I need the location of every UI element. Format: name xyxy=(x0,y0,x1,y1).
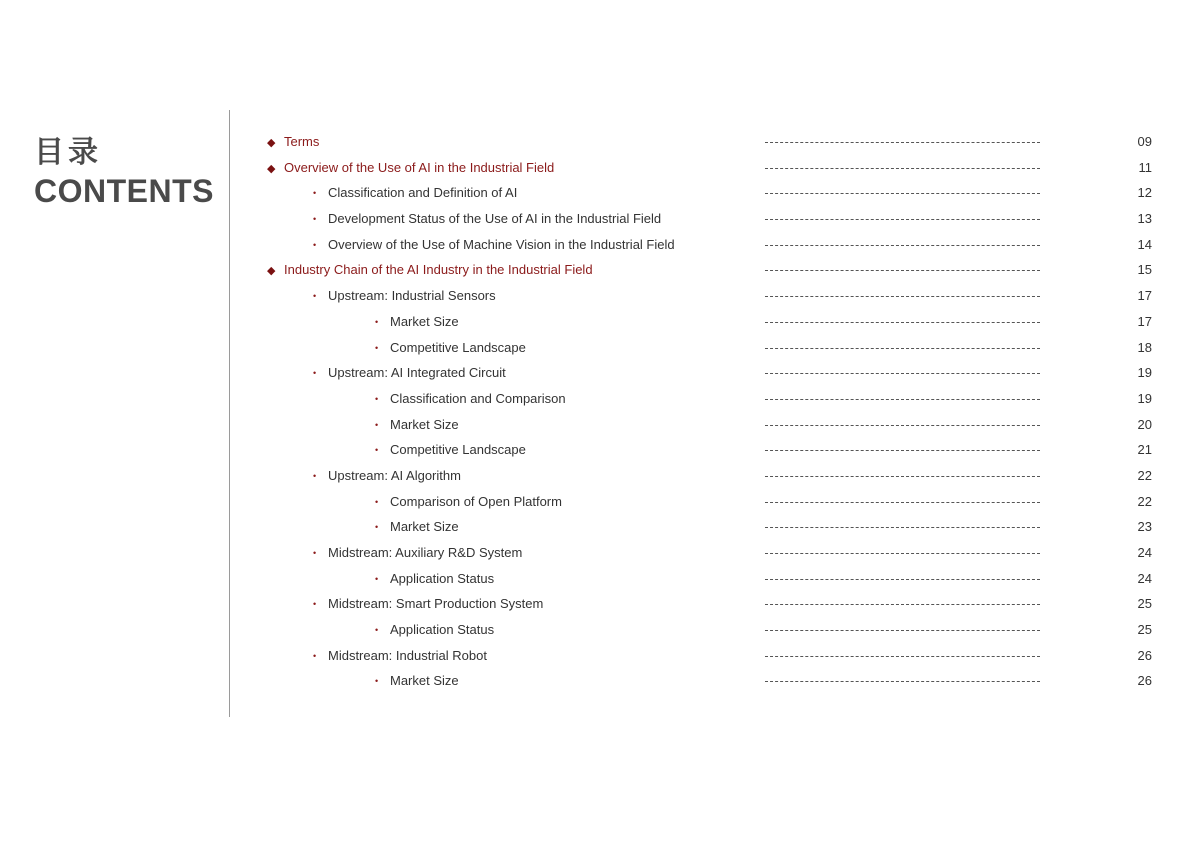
toc-entry-title: Upstream: AI Algorithm xyxy=(328,467,461,483)
toc-page-number: 19 xyxy=(1137,365,1152,381)
toc-subsubsection-row[interactable] xyxy=(0,668,1200,694)
toc-entry-title: Industry Chain of the AI Industry in the Industrial Field xyxy=(284,262,593,278)
dot-bullet-icon: • xyxy=(313,470,317,481)
toc-entry-label-wrap xyxy=(313,540,522,567)
dot-bullet-icon: • xyxy=(375,522,379,533)
dot-leader xyxy=(765,502,1040,503)
toc-entry-label-wrap xyxy=(313,463,461,490)
toc-entry-label-wrap xyxy=(375,386,566,413)
toc-subsubsection-row[interactable] xyxy=(0,566,1200,592)
toc-entry-label-wrap xyxy=(313,283,496,310)
toc-page-number: 17 xyxy=(1137,288,1152,304)
toc-entry-title: Market Size xyxy=(390,313,459,329)
toc-entry-label-wrap xyxy=(375,309,459,336)
toc-entry-label-wrap xyxy=(375,335,526,362)
toc-subsubsection-row[interactable] xyxy=(0,309,1200,335)
toc-page-number: 11 xyxy=(1138,159,1152,175)
toc-page-number: 09 xyxy=(1137,134,1152,149)
dot-bullet-icon: • xyxy=(375,419,379,430)
toc-subsubsection-row[interactable] xyxy=(0,514,1200,540)
dot-bullet-icon: • xyxy=(313,239,317,250)
toc-page-number: 15 xyxy=(1137,262,1152,278)
toc-subsection-row[interactable] xyxy=(0,463,1200,489)
toc-page-number: 12 xyxy=(1137,185,1152,201)
toc-subsection-row[interactable] xyxy=(0,283,1200,309)
toc-page-number: 26 xyxy=(1137,647,1152,663)
toc-entry-label-wrap xyxy=(313,360,506,387)
toc-entry-title: Classification and Comparison xyxy=(390,390,566,406)
dot-leader xyxy=(765,348,1040,349)
toc-entry-label-wrap xyxy=(313,232,675,259)
dot-leader xyxy=(765,142,1040,143)
toc-page-number: 22 xyxy=(1137,493,1152,509)
toc-page-number: 24 xyxy=(1137,545,1152,560)
toc-page-number: 25 xyxy=(1137,622,1152,638)
dot-leader xyxy=(765,270,1040,271)
dot-bullet-icon: • xyxy=(375,316,379,327)
toc-page-number: 14 xyxy=(1137,236,1152,252)
dot-leader xyxy=(765,425,1040,426)
toc-entry-title: Overview of the Use of AI in the Industrial Field xyxy=(284,159,555,175)
dot-bullet-icon: • xyxy=(375,393,379,404)
dot-leader xyxy=(765,373,1040,374)
toc-subsubsection-row[interactable] xyxy=(0,386,1200,412)
dot-leader xyxy=(765,322,1040,323)
dot-bullet-icon: • xyxy=(375,625,379,636)
toc-entry-label-wrap xyxy=(313,180,517,207)
dot-bullet-icon: • xyxy=(375,676,379,687)
toc-entry-label-wrap xyxy=(375,412,459,439)
toc-entry-label-wrap xyxy=(375,566,494,593)
toc-subsection-row[interactable] xyxy=(0,591,1200,617)
toc-entry-title: Upstream: Industrial Sensors xyxy=(328,288,496,304)
dot-bullet-icon: • xyxy=(375,496,379,507)
toc-entry-title: Application Status xyxy=(390,622,495,638)
toc-page-number: 21 xyxy=(1137,442,1152,458)
toc-page-number: 25 xyxy=(1137,596,1152,612)
toc-entry-title: Market Size xyxy=(390,416,459,432)
toc-entry-title: Midstream: Smart Production System xyxy=(328,596,544,612)
dot-bullet-icon: • xyxy=(375,445,379,456)
toc-entry-title: Overview of the Use of Machine Vision in the Industrial Field xyxy=(328,236,675,252)
toc-entry-title: Competitive Landscape xyxy=(390,442,526,458)
table-of-contents xyxy=(0,129,1200,694)
toc-entry-title: Market Size xyxy=(390,673,459,689)
toc-subsection-row[interactable] xyxy=(0,232,1200,258)
dot-leader xyxy=(765,168,1040,169)
toc-section-row[interactable] xyxy=(0,129,1200,155)
toc-entry-label-wrap xyxy=(313,206,661,233)
dot-leader xyxy=(765,296,1040,297)
toc-entry-title: Development Status of the Use of AI in the Industrial Field xyxy=(328,211,662,227)
dot-leader xyxy=(765,527,1040,528)
diamond-bullet-icon: ◆ xyxy=(267,265,276,278)
dot-leader xyxy=(765,399,1040,400)
toc-entry-title: Application Status xyxy=(390,570,495,586)
dot-leader xyxy=(765,681,1040,682)
toc-entry-title: Terms xyxy=(284,134,320,149)
toc-entry-title: Market Size xyxy=(390,519,459,535)
dot-bullet-icon: • xyxy=(375,342,379,353)
toc-subsection-row[interactable] xyxy=(0,180,1200,206)
toc-entry-label-wrap xyxy=(375,437,526,464)
toc-page-number: 22 xyxy=(1137,467,1152,483)
toc-entry-title: Upstream: AI Integrated Circuit xyxy=(328,365,506,381)
toc-page-number: 17 xyxy=(1137,313,1152,329)
toc-entry-label-wrap xyxy=(313,591,543,618)
dot-leader xyxy=(765,245,1040,246)
dot-bullet-icon: • xyxy=(313,599,317,610)
toc-subsection-row[interactable] xyxy=(0,643,1200,669)
toc-page-number: 18 xyxy=(1137,339,1152,355)
dot-bullet-icon: • xyxy=(375,573,379,584)
dot-bullet-icon: • xyxy=(313,650,317,661)
toc-subsubsection-row[interactable] xyxy=(0,437,1200,463)
dot-bullet-icon: • xyxy=(313,214,317,225)
toc-page-number: 24 xyxy=(1137,570,1152,586)
diamond-bullet-icon: ◆ xyxy=(267,137,276,149)
toc-entry-title: Comparison of Open Platform xyxy=(390,493,562,509)
toc-subsection-row[interactable] xyxy=(0,360,1200,386)
toc-page-number: 23 xyxy=(1137,519,1152,535)
toc-subsubsection-row[interactable] xyxy=(0,489,1200,515)
toc-entry-label-wrap xyxy=(375,489,562,516)
dot-leader xyxy=(765,604,1040,605)
title-english: CONTENTS xyxy=(34,173,214,209)
toc-entry-label-wrap xyxy=(313,643,487,670)
toc-page-number: 19 xyxy=(1137,390,1152,406)
dot-bullet-icon: • xyxy=(313,548,317,558)
toc-subsubsection-row[interactable] xyxy=(0,617,1200,643)
toc-entry-label-wrap xyxy=(267,155,554,183)
toc-page-number: 20 xyxy=(1137,416,1152,432)
dot-bullet-icon: • xyxy=(313,188,317,199)
dot-leader xyxy=(765,630,1040,631)
dot-bullet-icon: • xyxy=(313,291,317,302)
toc-entry-label-wrap xyxy=(267,129,319,157)
toc-section-row[interactable] xyxy=(0,257,1200,283)
diamond-bullet-icon: ◆ xyxy=(267,162,276,175)
dot-bullet-icon: • xyxy=(313,368,317,379)
toc-page-number: 13 xyxy=(1137,211,1152,227)
dot-leader xyxy=(765,579,1040,580)
toc-entry-label-wrap xyxy=(375,617,494,644)
toc-entry-title: Midstream: Industrial Robot xyxy=(328,647,487,663)
dot-leader xyxy=(765,193,1040,194)
toc-entry-label-wrap xyxy=(267,257,593,285)
toc-subsection-row[interactable] xyxy=(0,206,1200,232)
toc-entry-label-wrap xyxy=(375,668,459,695)
dot-leader xyxy=(765,656,1040,657)
toc-section-row[interactable] xyxy=(0,155,1200,181)
toc-subsubsection-row[interactable] xyxy=(0,412,1200,438)
toc-entry-title: Midstream: Auxiliary R&D System xyxy=(328,545,523,560)
toc-page-number: 26 xyxy=(1137,673,1152,689)
toc-entry-title: Classification and Definition of AI xyxy=(328,185,518,201)
toc-entry-label-wrap xyxy=(375,514,459,541)
toc-subsubsection-row[interactable] xyxy=(0,335,1200,361)
dot-leader xyxy=(765,450,1040,451)
toc-subsection-row[interactable] xyxy=(0,540,1200,566)
dot-leader xyxy=(765,476,1040,477)
toc-entry-title: Competitive Landscape xyxy=(390,339,526,355)
dot-leader xyxy=(765,219,1040,220)
title-chinese: 目录 xyxy=(34,135,102,170)
dot-leader xyxy=(765,553,1040,554)
